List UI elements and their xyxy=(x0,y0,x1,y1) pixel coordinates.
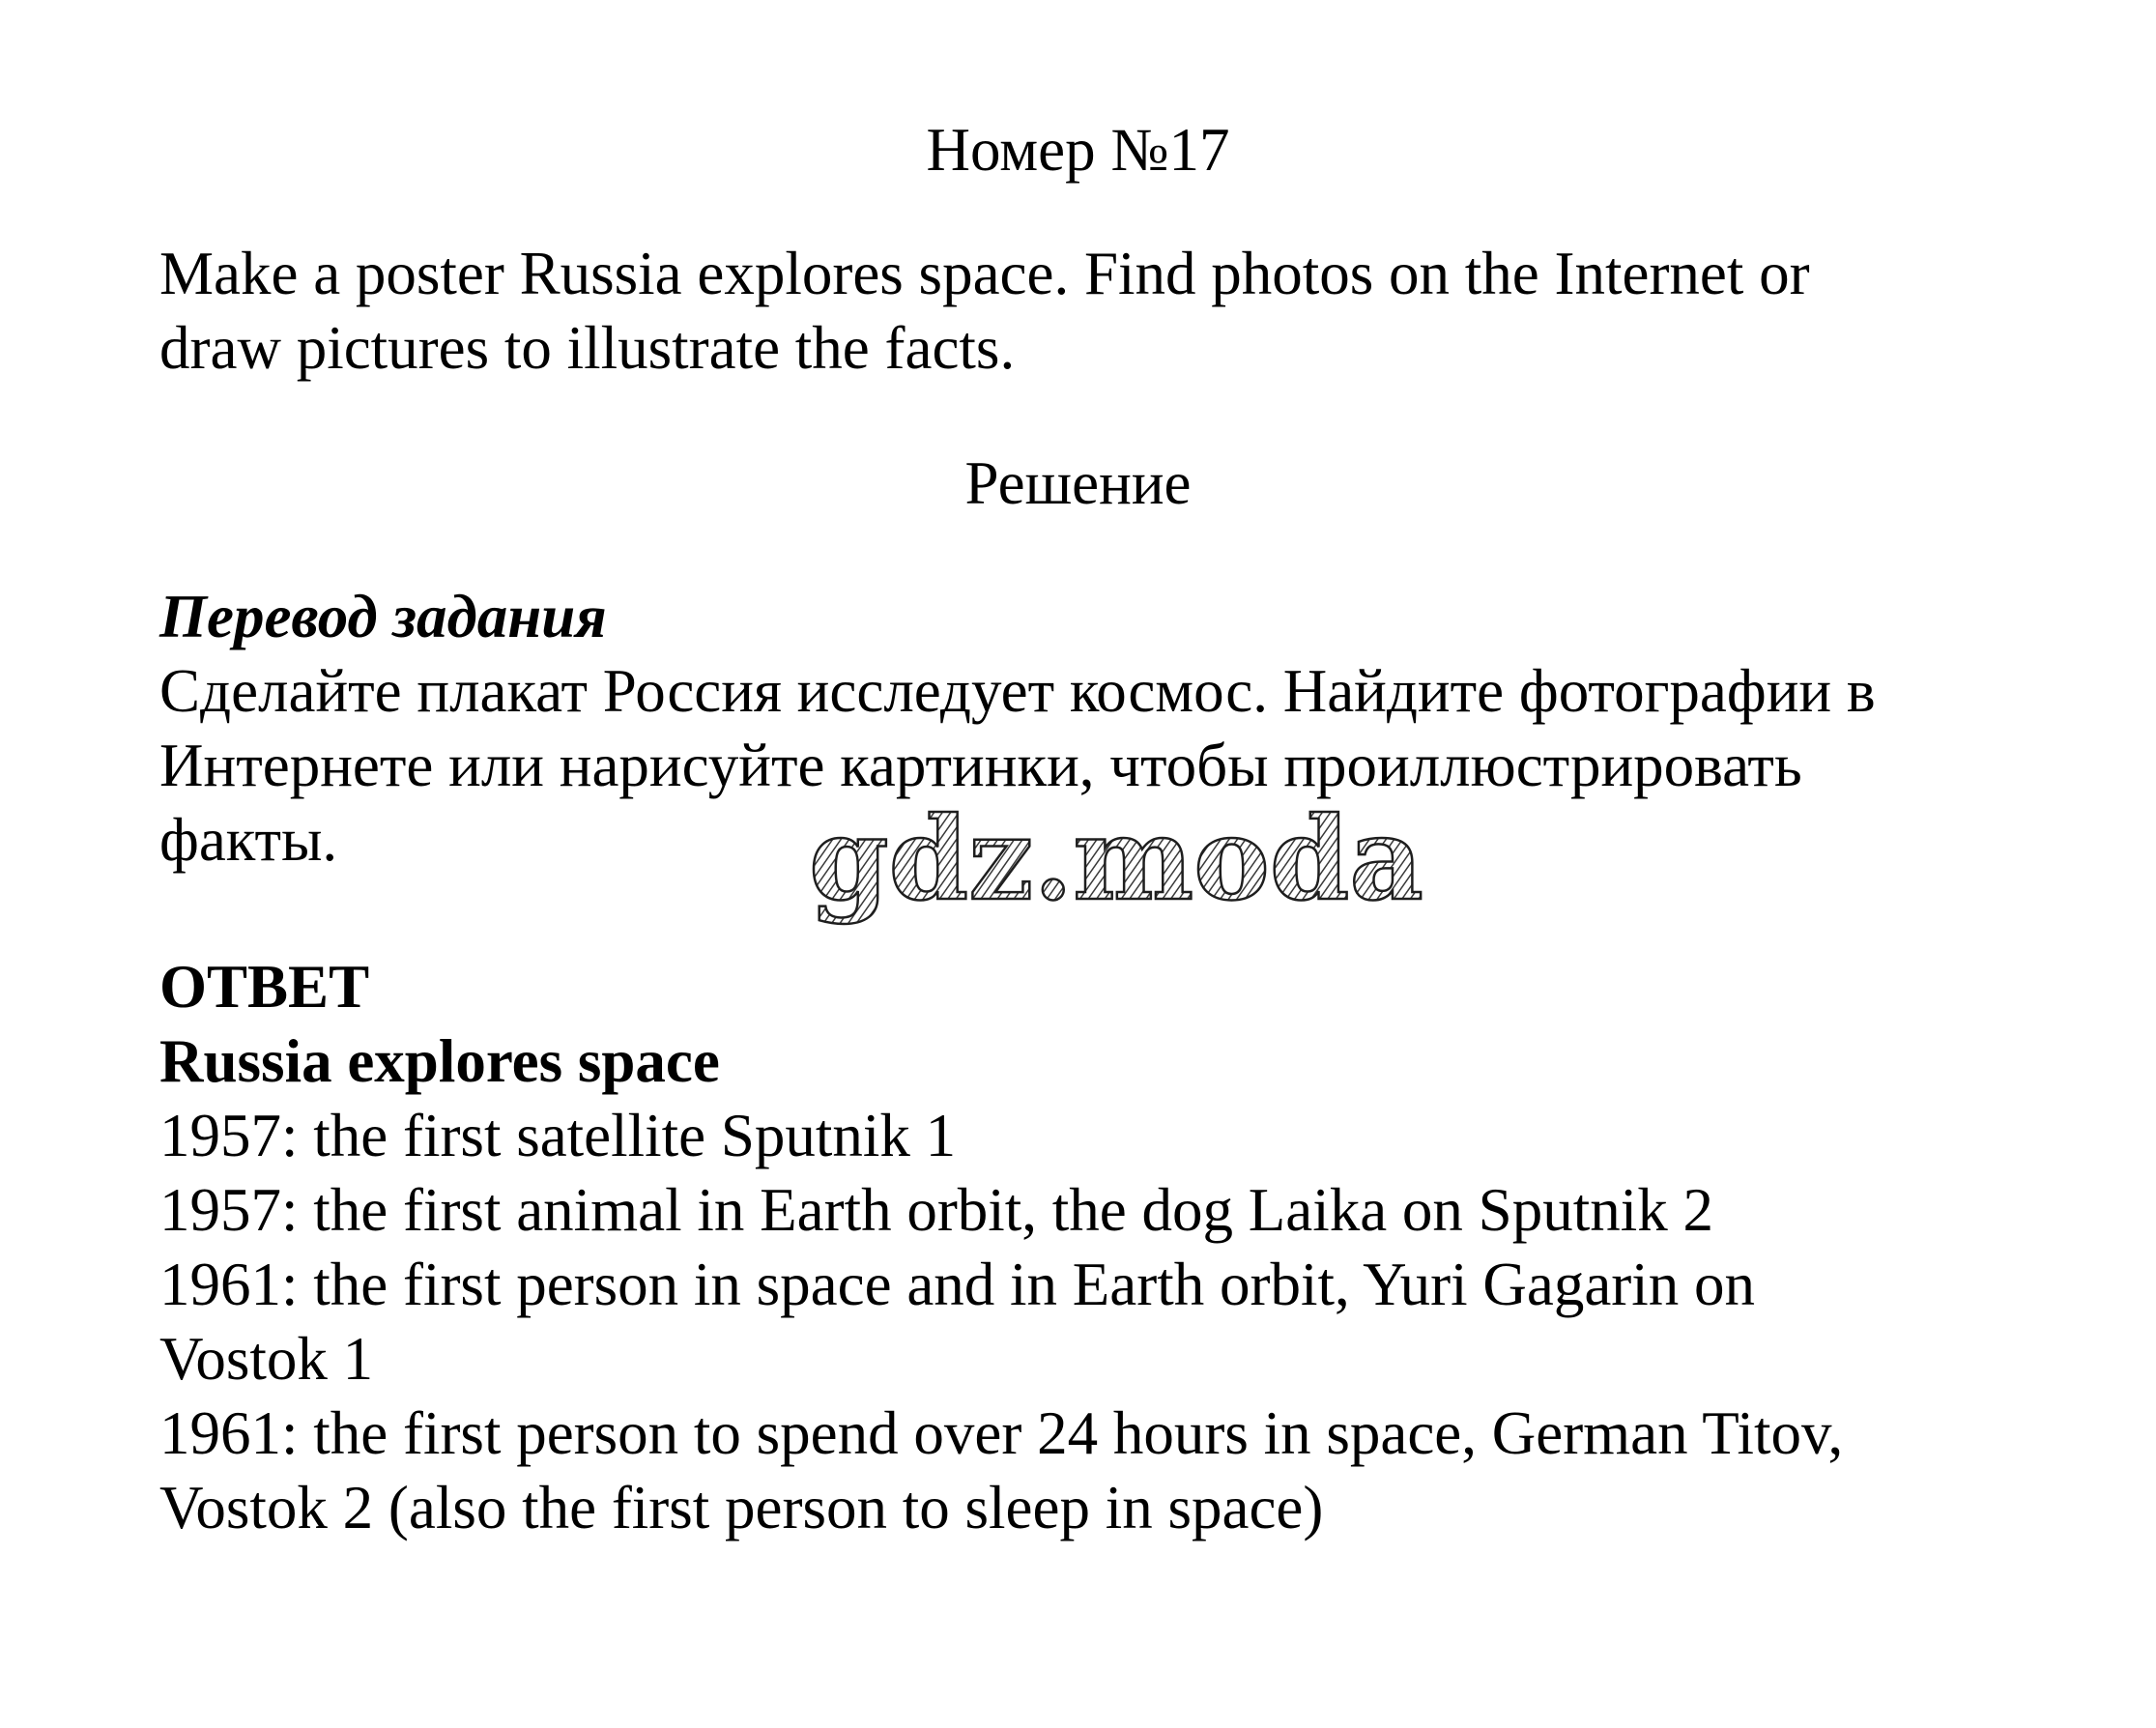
translation-heading: Перевод задания xyxy=(159,583,607,650)
answer-section xyxy=(159,950,2092,1545)
answer-label: ОТВЕТ xyxy=(159,953,370,1021)
answer-line: 1961: the first person to spend over 24 hours in space, German Titov, xyxy=(159,1399,1844,1467)
exercise-number-title: Номер №17 xyxy=(926,116,1230,184)
translation-line: факты. xyxy=(159,806,338,874)
solution-heading: Решение xyxy=(964,449,1192,517)
poster-title: Russia explores space xyxy=(159,1027,720,1095)
answer-line: 1957: the first animal in Earth orbit, the dog Laika on Sputnik 2 xyxy=(159,1176,1713,1244)
answer-line: 1961: the first person in space and in Earth orbit, Yuri Gagarin on xyxy=(159,1251,1756,1318)
watermark-text: gdz.moda xyxy=(809,804,1423,926)
answer-line: Vostok 1 xyxy=(159,1325,374,1393)
translation-line: Интернете или нарисуйте картинки, чтобы проиллюстрировать xyxy=(159,732,1802,799)
task-text xyxy=(159,237,2092,386)
task-line: Make a poster Russia explores space. Find photos on the Internet or xyxy=(159,240,1810,307)
translation-line: Сделайте плакат Россия исследует космос. Найдите фотографии в xyxy=(159,657,1876,725)
task-line: draw pictures to illustrate the facts. xyxy=(159,314,1016,382)
answer-line: Vostok 2 (also the first person to sleep in space) xyxy=(159,1474,1324,1541)
watermark-logo xyxy=(807,804,1425,939)
answer-line: 1957: the first satellite Sputnik 1 xyxy=(159,1102,957,1169)
